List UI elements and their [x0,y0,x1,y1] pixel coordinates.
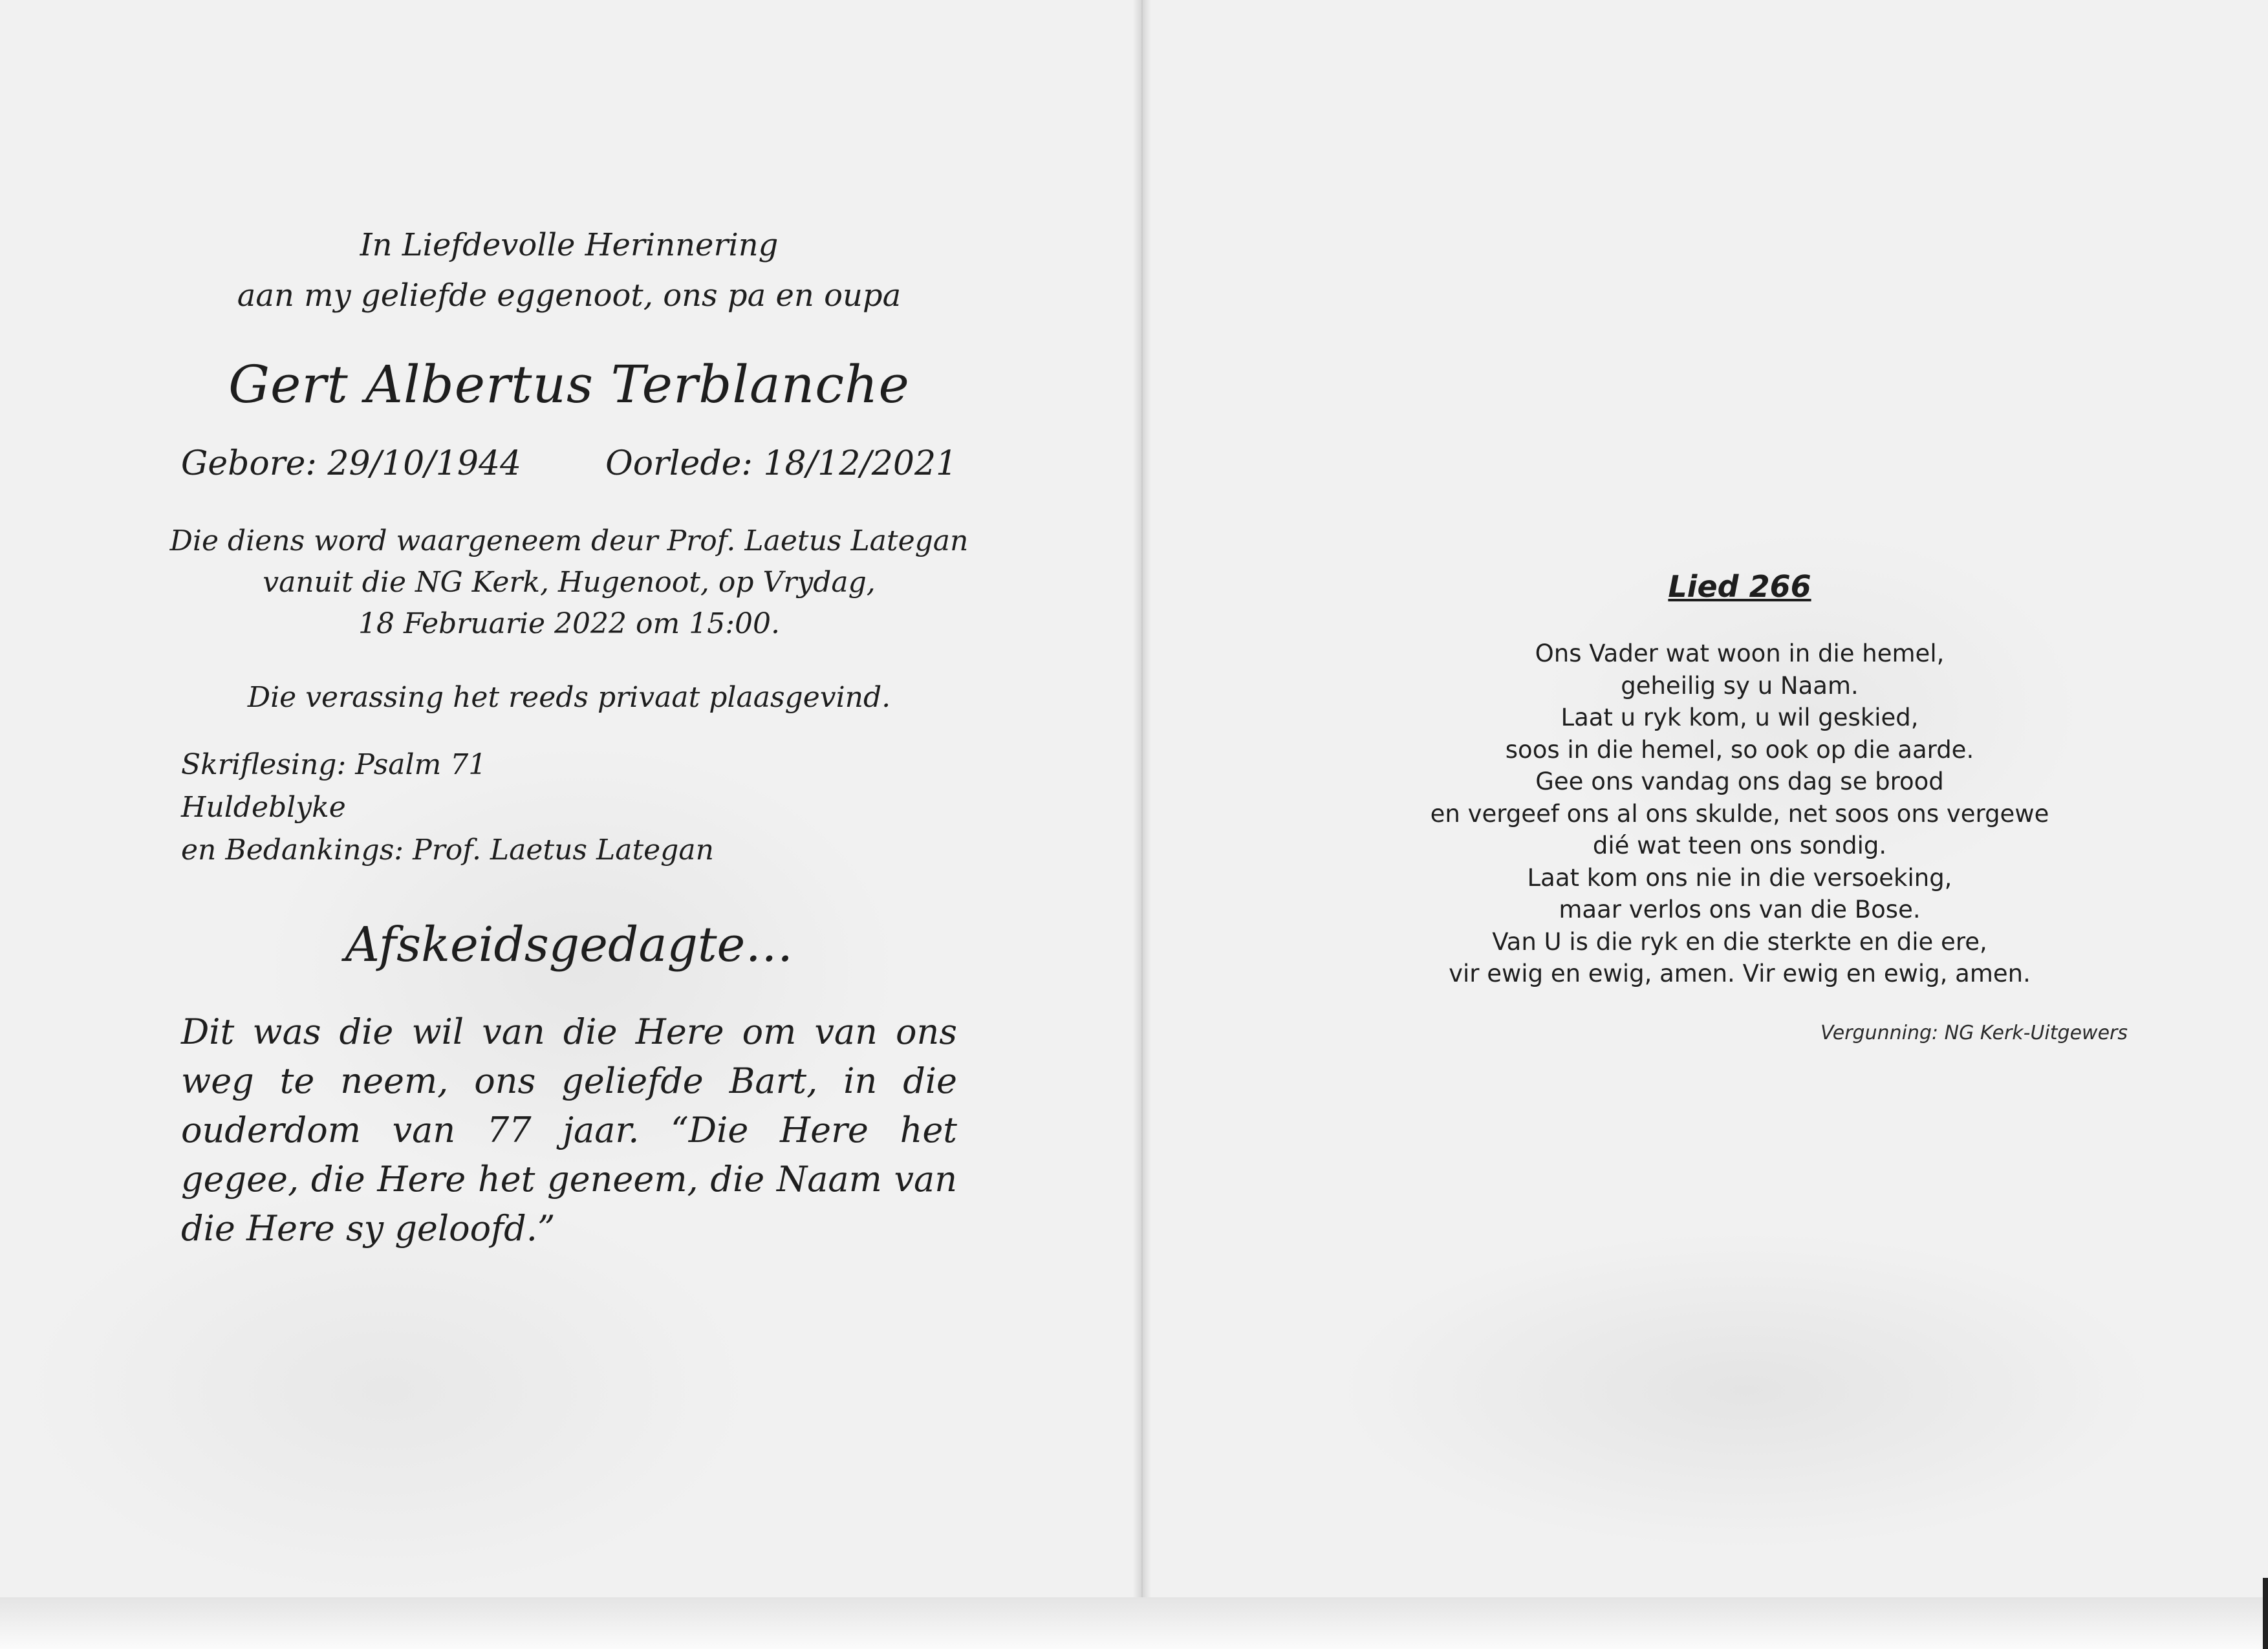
cremation-note: Die verassing het reeds privaat plaasgevind. [247,681,891,714]
hymn-line: vir ewig en ewig, amen. Vir ewig en ewig, amen. [1449,960,2031,987]
memory-line-2: aan my geliefde eggenoot, ons pa en oupa [237,277,902,314]
service-line: 18 Februarie 2022 om 15:00. [358,607,780,640]
death-date: Oorlede: 18/12/2021 [605,444,958,483]
service-line: vanuit die NG Kerk, Hugenoot, op Vrydag, [263,566,876,599]
farewell-heading: Afskeidsgedagte… [345,917,794,973]
service-line: Die diens word waargeneem deur Prof. Laetus Lategan [169,524,969,557]
hymn-line: geheilig sy u Naam. [1621,671,1859,700]
right-page [1358,569,2121,990]
hymn-line: Ons Vader wat woon in die hemel, [1535,640,1945,667]
left-page [162,220,977,1253]
hymn-line: en vergeef ons al ons skulde, net soos ons vergewe [1430,799,2049,828]
hymn-line: Van U is die ryk en die sterkte en die ere, [1492,927,1987,956]
hymn-line: Laat kom ons nie in die versoeking, [1527,863,1952,892]
program-item: Skriflesing: Psalm 71 [181,748,487,781]
birth-date: Gebore: 29/10/1944 [180,444,522,483]
hymn-line: maar verlos ons van die Bose. [1559,896,1921,923]
hymn-text [1358,638,2121,990]
program-item: Huldeblyke [181,791,346,824]
hymn-line: Laat u ryk kom, u wil geskied, [1561,704,1919,731]
hymn-line: soos in die hemel, so ook op die aarde. [1505,735,1974,764]
permission-note: Vergunning: NG Kerk-Uitgewers [1820,1022,2128,1044]
life-dates [162,444,977,483]
center-fold [1133,0,1151,1597]
hymn-title: Lied 266 [1668,569,1811,604]
program-list [162,744,977,872]
hymn-line: dié wat teen ons sondig. [1592,832,1887,859]
deceased-name: Gert Albertus Terblanche [228,354,910,415]
service-details [162,521,977,645]
program-item: en Bedankings: Prof. Laetus Lategan [181,834,714,867]
farewell-text: Dit was die wil van die Here om van ons weg te neem, ons geliefde Bart, in die ouderdom van 77 jaar. “Die Here het gegee, die Here het geneem, die Naam van die Here sy geloofd.” [181,1011,957,1249]
scanner-right-edge [2263,1578,2268,1649]
scanner-bottom-edge [0,1597,2268,1649]
hymn-line: Gee ons vandag ons dag se brood [1535,768,1944,795]
memory-line-1: In Liefdevolle Herinnering [360,227,779,263]
